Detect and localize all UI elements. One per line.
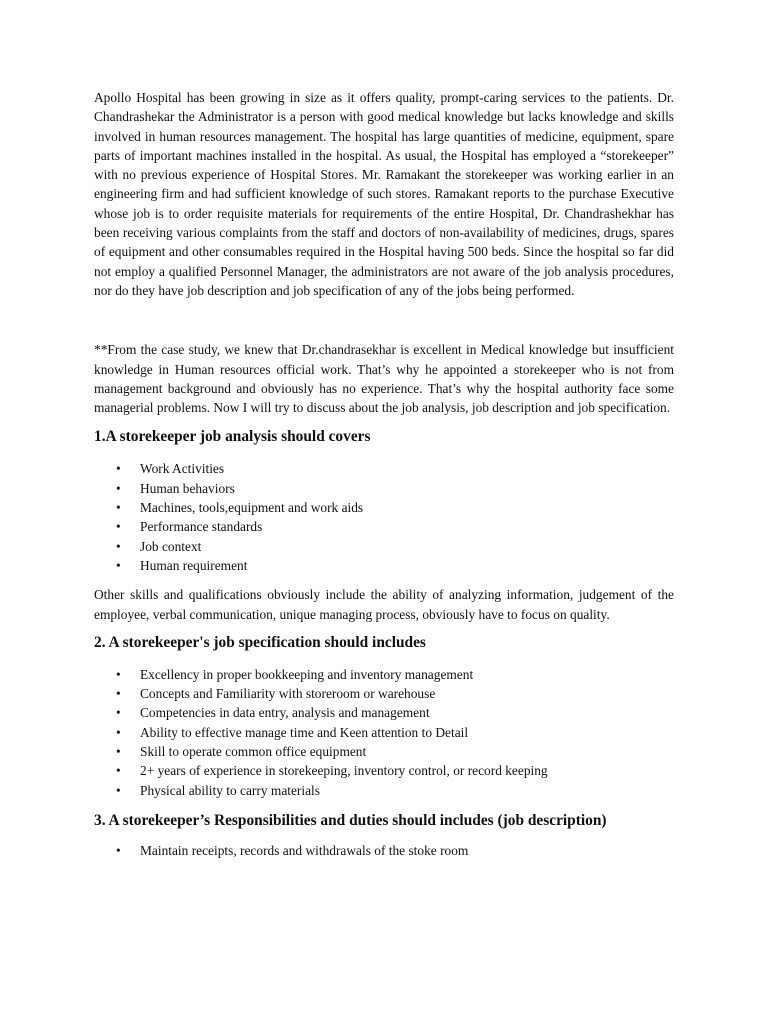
list-item <box>94 742 674 761</box>
list-item-text: Ability to effective manage time and Keen attention to Detail <box>140 724 469 740</box>
list-item <box>94 459 674 478</box>
list-item-text: Machines, tools,equipment and work aids <box>140 500 364 516</box>
bullet-icon: • <box>116 705 121 721</box>
list-item-text: Maintain receipts, records and withdrawals of the stoke room <box>140 842 469 858</box>
section2-list <box>94 665 674 800</box>
section2-heading: 2. A storekeeper's job specification should includes <box>94 633 426 651</box>
bullet-icon: • <box>116 557 121 573</box>
section1-heading: 1.A storekeeper job analysis should covers <box>94 428 371 446</box>
section3-heading: 3. A storekeeper’s Responsibilities and duties should includes (job description) <box>94 811 607 829</box>
list-item-text: Job context <box>140 538 202 554</box>
list-item <box>94 761 674 780</box>
list-item <box>94 723 674 742</box>
list-item <box>94 665 674 684</box>
bullet-icon: • <box>116 782 121 798</box>
list-item <box>94 703 674 722</box>
list-item <box>94 537 674 556</box>
list-item <box>94 498 674 517</box>
list-item-text: Concepts and Familiarity with storeroom or warehouse <box>140 686 436 702</box>
bullet-icon: • <box>116 500 121 516</box>
bullet-icon: • <box>116 461 121 477</box>
section1-list <box>94 459 674 575</box>
list-item-text: Human requirement <box>140 557 248 573</box>
list-item <box>94 479 674 498</box>
bullet-icon: • <box>116 724 121 740</box>
bullet-icon: • <box>116 480 121 496</box>
list-item-text: Competencies in data entry, analysis and management <box>140 705 430 721</box>
list-item <box>94 556 674 575</box>
list-item <box>94 684 674 703</box>
list-item <box>94 517 674 536</box>
analysis-paragraph: **From the case study, we knew that Dr.chandrasekhar is excellent in Medical knowledge but insufficient knowledge in Human resources official work. That’s why he appointed a storekeeper who is not from management background and obviously has no experience. That’s why the hospital authority face some managerial problems. Now I will try to discuss about the job analysis, job description and job specification. <box>94 342 674 416</box>
bullet-icon: • <box>116 686 121 702</box>
list-item-text: Skill to operate common office equipment <box>140 744 367 760</box>
intro-paragraph: Apollo Hospital has been growing in size as it offers quality, prompt-caring services to the patients. Dr. Chandrashekar the Administrator is a person with good medical knowledge but lacks knowledge and skills involved in human resources management. The hospital has large quantities of medicine, equipment, spare parts of important machines installed in the hospital. As usual, the Hospital has employed a “storekeeper” with no previous experience of Hospital Stores. Mr. Ramakant the storekeeper was working earlier in an engineering firm and had sufficient knowledge of such stores. Ramakant reports to the purchase Executive whose job is to order requisite materials for requirements of the entire Hospital, Dr. Chandrashekhar has been receiving various complaints from the staff and doctors of non-availability of medicines, drugs, spares of equipment and other consumables required in the Hospital having 500 beds. Since the hospital so far did not employ a qualified Personnel Manager, the administrators are not aware of the job analysis procedures, nor do they have job description and job specification of any of the jobs being performed. <box>94 90 674 298</box>
bullet-icon: • <box>116 763 121 779</box>
list-item-text: Performance standards <box>140 519 263 535</box>
bullet-icon: • <box>116 842 121 858</box>
list-item <box>94 781 674 800</box>
section1-paragraph: Other skills and qualifications obviously include the ability of analyzing information, judgement of the employee, verbal communication, unique managing process, obviously have to focus on quality. <box>94 587 674 622</box>
list-item-text: 2+ years of experience in storekeeping, inventory control, or record keeping <box>140 763 548 779</box>
bullet-icon: • <box>116 744 121 760</box>
bullet-icon: • <box>116 666 121 682</box>
bullet-icon: • <box>116 519 121 535</box>
list-item <box>94 841 674 860</box>
bullet-icon: • <box>116 538 121 554</box>
document-page <box>94 88 674 870</box>
list-item-text: Human behaviors <box>140 480 235 496</box>
list-item-text: Excellency in proper bookkeeping and inventory management <box>140 666 474 682</box>
section3-list <box>94 841 674 860</box>
list-item-text: Work Activities <box>140 461 225 477</box>
list-item-text: Physical ability to carry materials <box>140 782 320 798</box>
